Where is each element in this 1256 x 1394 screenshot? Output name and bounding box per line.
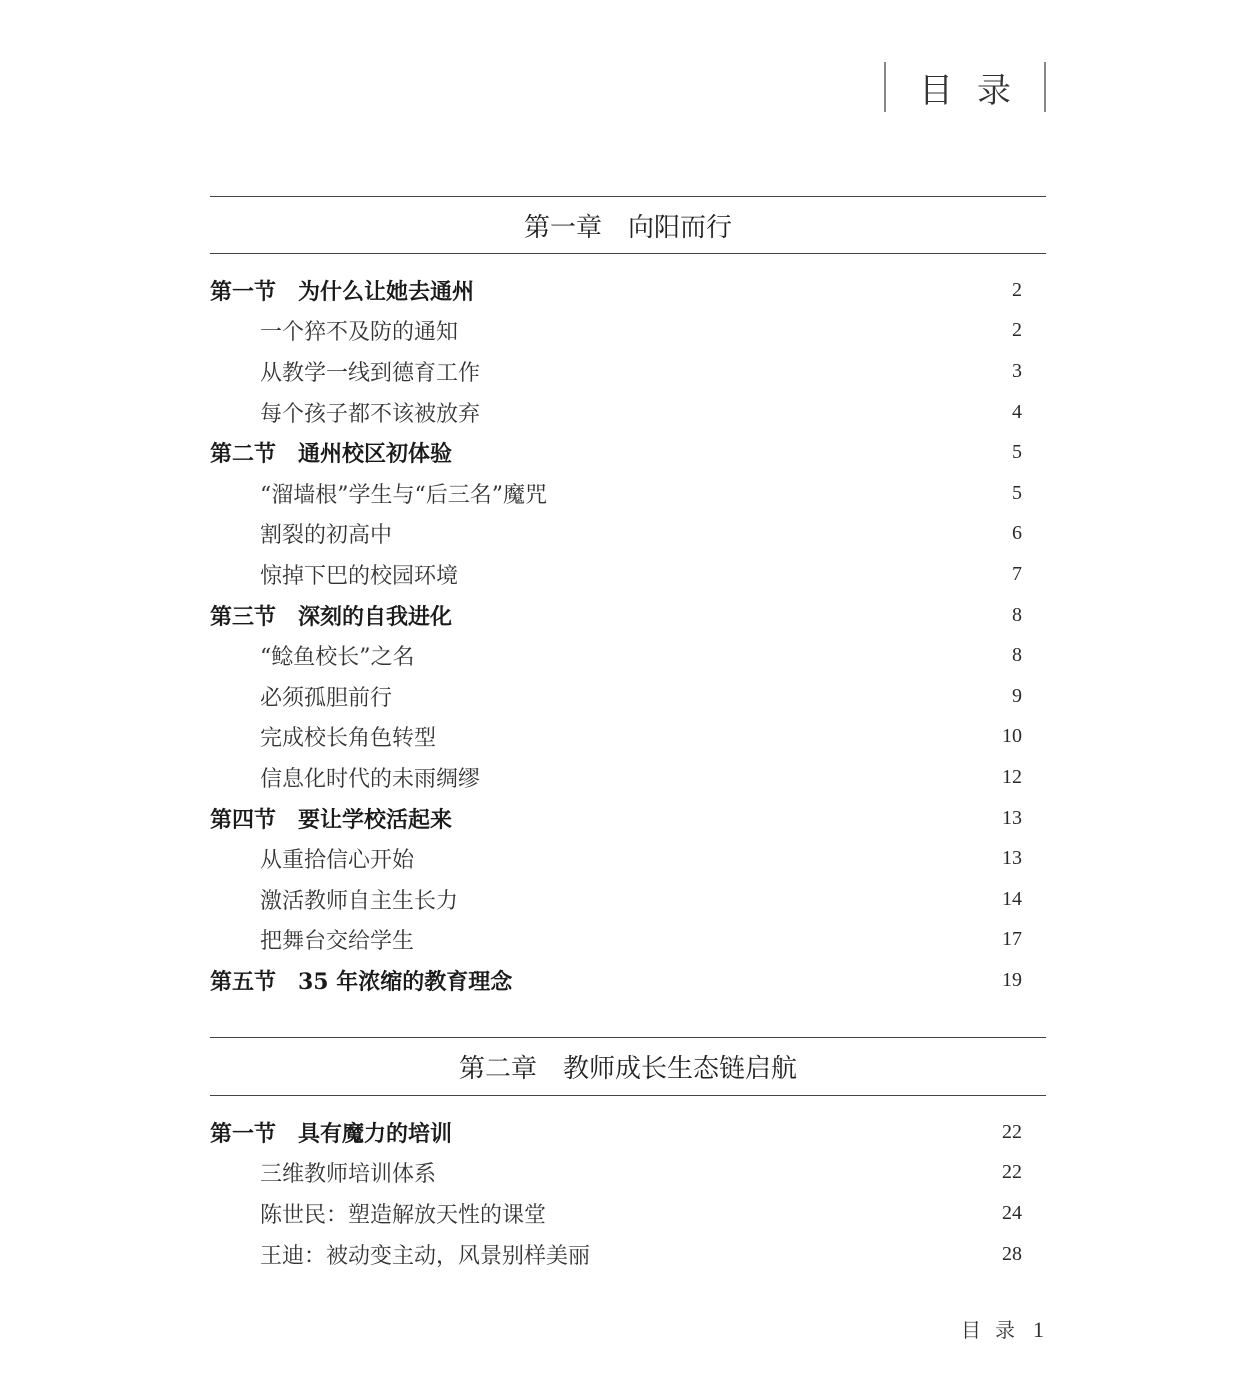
toc-entry-page: 19 — [1002, 968, 1022, 991]
toc-entry-page: 22 — [1002, 1161, 1022, 1184]
toc-entry-title: 每个孩子都不该被放弃 — [260, 401, 481, 427]
chapter-title: 第一章 向阳而行 — [523, 212, 732, 243]
toc-list-chapter-2 — [210, 1112, 1022, 1274]
toc-entry-title: 把舞台交给学生 — [260, 929, 415, 955]
toc-subsection-entry[interactable] — [210, 1193, 1022, 1234]
toc-entry-title: 从重拾信心开始 — [260, 848, 415, 874]
toc-entry-page: 13 — [1002, 806, 1022, 829]
page-header-title: 目录 — [919, 70, 1035, 111]
toc-section-entry[interactable] — [210, 960, 1022, 1001]
toc-entry-page: 8 — [1012, 644, 1022, 667]
toc-entry-title: 第五节 35 年浓缩的教育理念 — [210, 968, 513, 995]
toc-entry-page: 13 — [1002, 847, 1022, 870]
toc-entry-title: 王迪：被动变主动，风景别样美丽 — [260, 1243, 591, 1269]
toc-entry-title: 三维教师培训体系 — [260, 1162, 437, 1188]
toc-entry-page: 22 — [1002, 1120, 1022, 1143]
toc-entry-title: “鲶鱼校长”之名 — [260, 645, 415, 671]
toc-entry-page: 5 — [1012, 481, 1022, 504]
toc-entry-title: 第四节 要让学校活起来 — [210, 806, 453, 833]
toc-subsection-entry[interactable] — [210, 311, 1022, 352]
toc-entry-page: 10 — [1002, 725, 1022, 748]
toc-entry-page: 2 — [1012, 278, 1022, 301]
toc-section-entry[interactable] — [210, 595, 1022, 636]
toc-entry-title: 激活教师自主生长力 — [260, 888, 459, 914]
toc-subsection-entry[interactable] — [210, 717, 1022, 758]
toc-entry-page: 5 — [1012, 441, 1022, 464]
toc-subsection-entry[interactable] — [210, 757, 1022, 798]
toc-section-entry[interactable] — [210, 1112, 1022, 1153]
toc-section-entry[interactable] — [210, 270, 1022, 311]
toc-entry-title: “溜墙根”学生与“后三名”魔咒 — [260, 482, 547, 508]
toc-subsection-entry[interactable] — [210, 838, 1022, 879]
toc-entry-title: 从教学一线到德育工作 — [260, 360, 481, 386]
footer-label: 目录 — [961, 1318, 1029, 1342]
toc-subsection-entry[interactable] — [210, 514, 1022, 555]
toc-subsection-entry[interactable] — [210, 676, 1022, 717]
chapter-heading-1 — [210, 196, 1046, 254]
page-number: 1 — [1033, 1317, 1044, 1342]
toc-subsection-entry[interactable] — [210, 1153, 1022, 1194]
toc-entry-title: 惊掉下巴的校园环境 — [260, 563, 459, 589]
toc-subsection-entry[interactable] — [210, 473, 1022, 514]
toc-subsection-entry[interactable] — [210, 879, 1022, 920]
toc-entry-page: 12 — [1002, 765, 1022, 788]
toc-entry-page: 28 — [1002, 1242, 1022, 1265]
toc-entry-title: 第一节 为什么让她去通州 — [210, 278, 475, 305]
toc-subsection-entry[interactable] — [210, 635, 1022, 676]
toc-entry-title: 陈世民：塑造解放天性的课堂 — [260, 1202, 547, 1228]
page-header — [884, 62, 1046, 112]
toc-entry-page: 14 — [1002, 887, 1022, 910]
chapter-title: 第二章 教师成长生态链启航 — [458, 1054, 797, 1084]
toc-entry-title: 一个猝不及防的通知 — [260, 320, 459, 346]
toc-subsection-entry[interactable] — [210, 554, 1022, 595]
toc-entry-title: 第三节 深刻的自我进化 — [210, 603, 453, 630]
toc-section-entry[interactable] — [210, 798, 1022, 839]
page-footer — [961, 1314, 1044, 1343]
toc-entry-title: 第一节 具有魔力的培训 — [210, 1120, 453, 1147]
toc-subsection-entry[interactable] — [210, 392, 1022, 433]
toc-subsection-entry[interactable] — [210, 1234, 1022, 1275]
toc-entry-page: 6 — [1012, 522, 1022, 545]
toc-entry-page: 4 — [1012, 400, 1022, 423]
toc-entry-page: 2 — [1012, 319, 1022, 342]
toc-subsection-entry[interactable] — [210, 920, 1022, 961]
toc-entry-page: 24 — [1002, 1201, 1022, 1224]
toc-entry-title: 割裂的初高中 — [260, 523, 393, 549]
toc-entry-title: 必须孤胆前行 — [260, 685, 393, 711]
toc-subsection-entry[interactable] — [210, 351, 1022, 392]
toc-entry-page: 7 — [1012, 562, 1022, 585]
toc-entry-title: 信息化时代的未雨绸缪 — [260, 766, 481, 792]
chapter-heading-2 — [210, 1037, 1046, 1096]
toc-entry-title: 第二节 通州校区初体验 — [210, 441, 453, 468]
toc-section-entry[interactable] — [210, 432, 1022, 473]
toc-entry-page: 3 — [1012, 359, 1022, 382]
toc-entry-page: 8 — [1012, 603, 1022, 626]
toc-entry-page: 17 — [1002, 928, 1022, 951]
toc-entry-title: 完成校长角色转型 — [260, 726, 437, 752]
toc-list-chapter-1 — [210, 270, 1022, 1001]
toc-entry-page: 9 — [1012, 684, 1022, 707]
